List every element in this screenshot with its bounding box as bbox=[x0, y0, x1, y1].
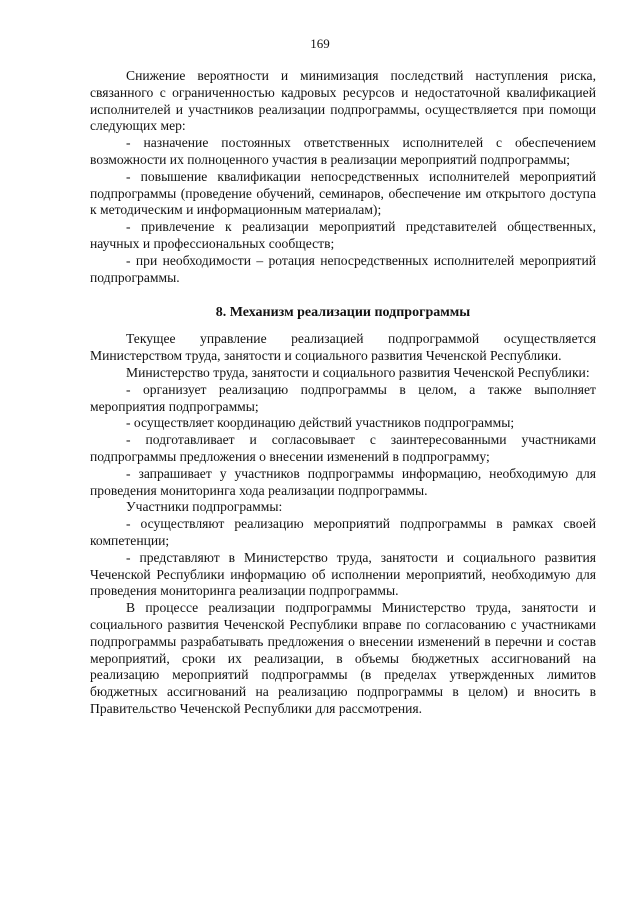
list-item: - подготавливает и согласовывает с заинтересованными участниками подпрограммы предложения о внесении изменений в подпрограмму; bbox=[90, 432, 596, 464]
paragraph: Снижение вероятности и минимизация последствий наступления риска, связанного с ограниченностью кадровых ресурсов и недостаточной квалификацией исполнителей и участников реализации подпрограммы, осуществляется при помощи следующих мер: bbox=[90, 68, 596, 134]
list-item: - назначение постоянных ответственных исполнителей с обеспечением возможности их полноценного участия в реализации мероприятий подпрограммы; bbox=[90, 135, 596, 167]
list-item: - запрашивает у участников подпрограммы информацию, необходимую для проведения мониторинга хода реализации подпрограммы. bbox=[90, 465, 596, 498]
paragraph: Министерство труда, занятости и социального развития Чеченской Республики: bbox=[126, 364, 590, 380]
paragraph: Текущее управление реализацией подпрограммой осуществляется Министерством труда, занятости и социального развития Чеченской Республики. bbox=[90, 331, 596, 364]
list-item: - привлечение к реализации мероприятий представителей общественных, научных и профессиональных сообществ; bbox=[90, 219, 596, 251]
implementation-section bbox=[90, 331, 596, 717]
risk-mitigation-section bbox=[90, 68, 596, 286]
list-item: - организует реализацию подпрограммы в целом, а также выполняет мероприятия подпрограммы; bbox=[90, 381, 596, 414]
list-item: - осуществляют реализацию мероприятий подпрограммы в рамках своей компетенции; bbox=[90, 516, 596, 548]
list-item: - представляют в Министерство труда, занятости и социального развития Чеченской Республики информацию об исполнении мероприятий, необходимую для проведения мониторинга реализации подпрограммы. bbox=[90, 549, 596, 599]
list-item: - осуществляет координацию действий участников подпрограммы; bbox=[126, 415, 515, 431]
list-item: - при необходимости – ротация непосредственных исполнителей мероприятий подпрограммы. bbox=[90, 252, 596, 285]
section-heading: 8. Механизм реализации подпрограммы bbox=[215, 305, 471, 321]
page-number: 169 bbox=[310, 36, 330, 51]
paragraph: В процессе реализации подпрограммы Министерство труда, занятости и социального развития Чеченской Республики вправе по согласованию с участниками подпрограммы разрабатывать предложения о внесении изменений в перечни и состав мероприятий, сроки их реализации, в объемы бюджетных ассигнований на реализацию мероприятий подпрограммы (в пределах утвержденных лимитов бюджетных ассигнований на реализацию подпрограммы в целом) и вносить в Правительство Чеченской Республики для рассмотрения. bbox=[90, 600, 596, 716]
list-item: - повышение квалификации непосредственных исполнителей мероприятий подпрограммы (проведение обучений, семинаров, обеспечение им открытого доступа к методическим и информационным материалам); bbox=[90, 168, 596, 218]
document-body bbox=[90, 68, 596, 718]
paragraph: Участники подпрограммы: bbox=[126, 499, 283, 515]
